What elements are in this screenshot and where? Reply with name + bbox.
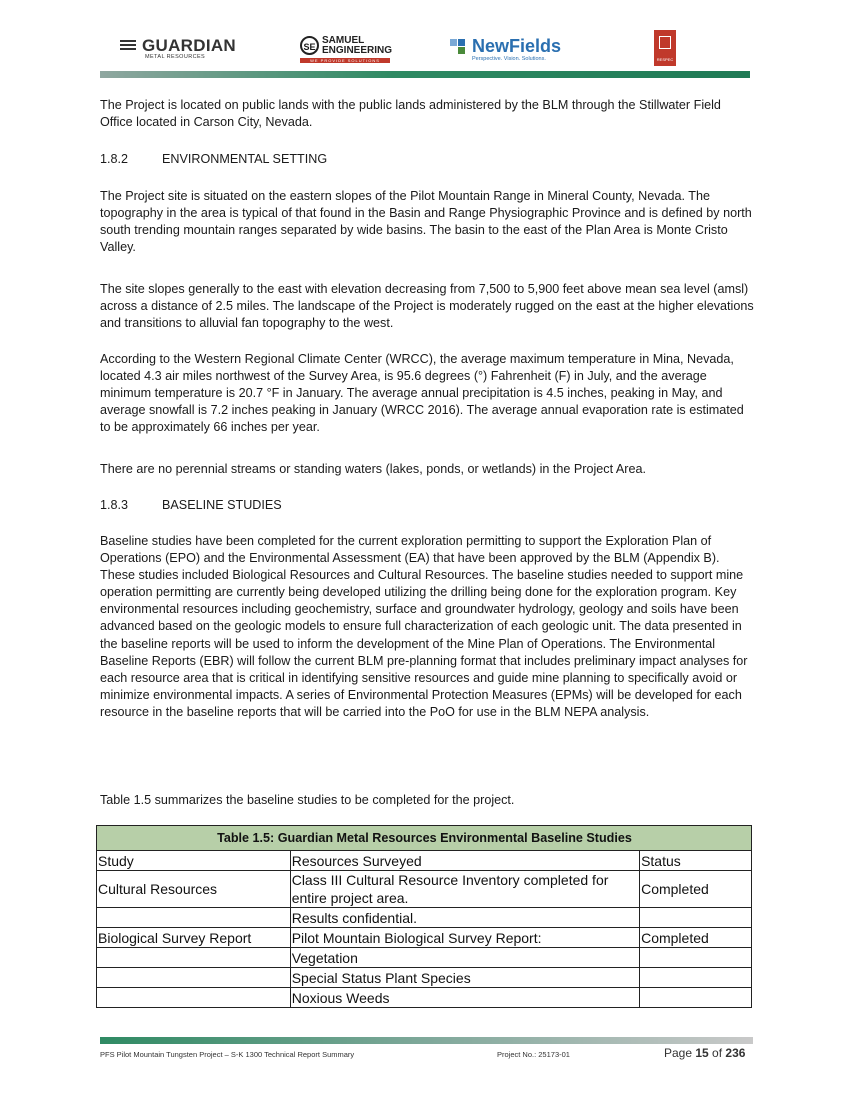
table-cell xyxy=(97,908,291,928)
samuel-engineering-logo xyxy=(300,34,392,64)
menu-bars-icon xyxy=(120,40,136,52)
table-row xyxy=(97,871,752,908)
samuel-logo-line2: ENGINEERING xyxy=(322,45,393,56)
table-cell: Vegetation xyxy=(290,948,639,968)
footer-page-number xyxy=(664,1046,745,1060)
newfields-logo-name: NewFields xyxy=(472,36,562,56)
page-of: of xyxy=(708,1046,726,1060)
section-heading-baseline-studies xyxy=(100,497,282,514)
respec-mark-icon xyxy=(659,36,671,49)
footer-project-number: Project No.: 25173-01 xyxy=(497,1050,570,1059)
guardian-logo xyxy=(120,38,250,64)
table-cell: Biological Survey Report xyxy=(97,928,291,948)
newfields-square-icon xyxy=(458,39,465,46)
table-header-cell: Resources Surveyed xyxy=(290,851,639,871)
footer-rule xyxy=(100,1037,753,1044)
table-row xyxy=(97,928,752,948)
table-cell: Special Status Plant Species xyxy=(290,968,639,988)
table-cell xyxy=(640,908,752,928)
table-cell: Pilot Mountain Biological Survey Report: xyxy=(290,928,639,948)
se-circle-icon: SE xyxy=(300,36,319,55)
header-rule xyxy=(100,71,750,78)
newfields-square-icon xyxy=(450,39,457,46)
section-number: 1.8.3 xyxy=(100,498,129,512)
section-heading-environmental-setting xyxy=(100,151,327,168)
paragraph-table-intro: Table 1.5 summarizes the baseline studies to be completed for the project. xyxy=(100,793,515,807)
table-cell: Completed xyxy=(640,928,752,948)
table-header-cell: Status xyxy=(640,851,752,871)
table-cell: Cultural Resources xyxy=(97,871,291,908)
table-row xyxy=(97,988,752,1008)
footer-report-title: PFS Pilot Mountain Tungsten Project – S-K 1300 Technical Report Summary xyxy=(100,1050,355,1059)
table-cell: Noxious Weeds xyxy=(290,988,639,1008)
newfields-logo-tagline: Perspective. Vision. Solutions. xyxy=(472,56,546,62)
respec-logo-text: RESPEC xyxy=(656,57,674,62)
page-total: 236 xyxy=(725,1046,746,1060)
table-header-row xyxy=(97,851,752,871)
paragraph-site-setting: The Project site is situated on the eastern slopes of the Pilot Mountain Range in Mineral County, Nevada. The topography in the area is typical of that found in the Basin and Range Physiographic Province and is defined by north south trending mountain ranges separated by wide basins. The basin to the east of the Plan Area is Monte Cristo Valley. xyxy=(100,189,752,255)
paragraph-baseline-studies: Baseline studies have been completed for the current exploration permitting to support the Exploration Plan of Operations (EPO) and the Environmental Assessment (EA) that have been approved by the BLM (Appendix B). These studies included Biological Resources and Cultural Resources. The baseline studies needed to support mine operation permitting are currently being developed utilizing the drilling being done for the exploration program. Key environmental resources including geochemistry, surface and groundwater hydrology, geology and soils have been advanced based on the geologic models to ensure full characterization of each geologic unit. The data presented in the baseline reports will be used to inform the development of the Mine Plan of Operations. The Environmental Baseline Reports (EBR) will follow the current BLM pre-planning format that includes preliminary impact analyses for each resource area that is critical in identifying sensitive resources and guide mine planning to specifically avoid or minimize environmental impacts. A series of Environmental Protection Measures (EPMs) will be developed for each resource in the baseline reports that will be carried into the PoO for use in the BLM NEPA analysis. xyxy=(100,534,748,719)
table-row xyxy=(97,948,752,968)
page-prefix: Page xyxy=(664,1046,696,1060)
table-row xyxy=(97,968,752,988)
guardian-logo-name: GUARDIAN xyxy=(142,36,237,55)
table-cell xyxy=(97,968,291,988)
table-cell: Class III Cultural Resource Inventory completed for entire project area. xyxy=(290,871,639,908)
table-cell xyxy=(640,968,752,988)
paragraph-surface-water: There are no perennial streams or standing waters (lakes, ponds, or wetlands) in the Project Area. xyxy=(100,462,647,476)
samuel-logo-tagline: WE PROVIDE SOLUTIONS xyxy=(300,58,390,63)
baseline-studies-table xyxy=(96,825,752,1008)
table-caption: Table 1.5: Guardian Metal Resources Environmental Baseline Studies xyxy=(97,826,752,851)
table-row xyxy=(97,908,752,928)
paragraph-climate: According to the Western Regional Climate Center (WRCC), the average maximum temperature in Mina, Nevada, located 4.3 air miles northwest of the Survey Area, is 95.6 degrees (°) Fahrenheit (F) in July, and the average minimum temperature is 20.7 °F in January. The average annual precipitation is 4.5 inches, peaking in May, and average snowfall is 7.2 inches peaking in January (WRCC 2016). The average annual evaporation rate is estimated to be approximately 66 inches per year. xyxy=(100,352,744,435)
table-cell xyxy=(97,948,291,968)
table-cell: Results confidential. xyxy=(290,908,639,928)
samuel-logo-line1: SAMUEL xyxy=(322,35,365,46)
newfields-logo xyxy=(450,36,570,64)
section-title: BASELINE STUDIES xyxy=(162,498,282,512)
table-cell xyxy=(640,948,752,968)
guardian-logo-sub: METAL RESOURCES xyxy=(145,54,206,60)
paragraph-land-admin: The Project is located on public lands with the public lands administered by the BLM through the Stillwater Field Office located in Carson City, Nevada. xyxy=(100,98,721,130)
table-cell xyxy=(97,988,291,1008)
newfields-square-icon xyxy=(458,47,465,54)
respec-logo xyxy=(654,30,676,66)
paragraph-site-slopes: The site slopes generally to the east with elevation decreasing from 7,500 to 5,900 feet above mean sea level (amsl) across a distance of 2.5 miles. The landscape of the Project is moderately rugged on the east at the higher elevations and transitions to alluvial fan topography to the west. xyxy=(100,282,754,331)
page-current: 15 xyxy=(695,1046,709,1060)
table-cell: Completed xyxy=(640,871,752,908)
section-number: 1.8.2 xyxy=(100,152,129,166)
table-cell xyxy=(640,988,752,1008)
table-header-cell: Study xyxy=(97,851,291,871)
section-title: ENVIRONMENTAL SETTING xyxy=(162,152,328,166)
